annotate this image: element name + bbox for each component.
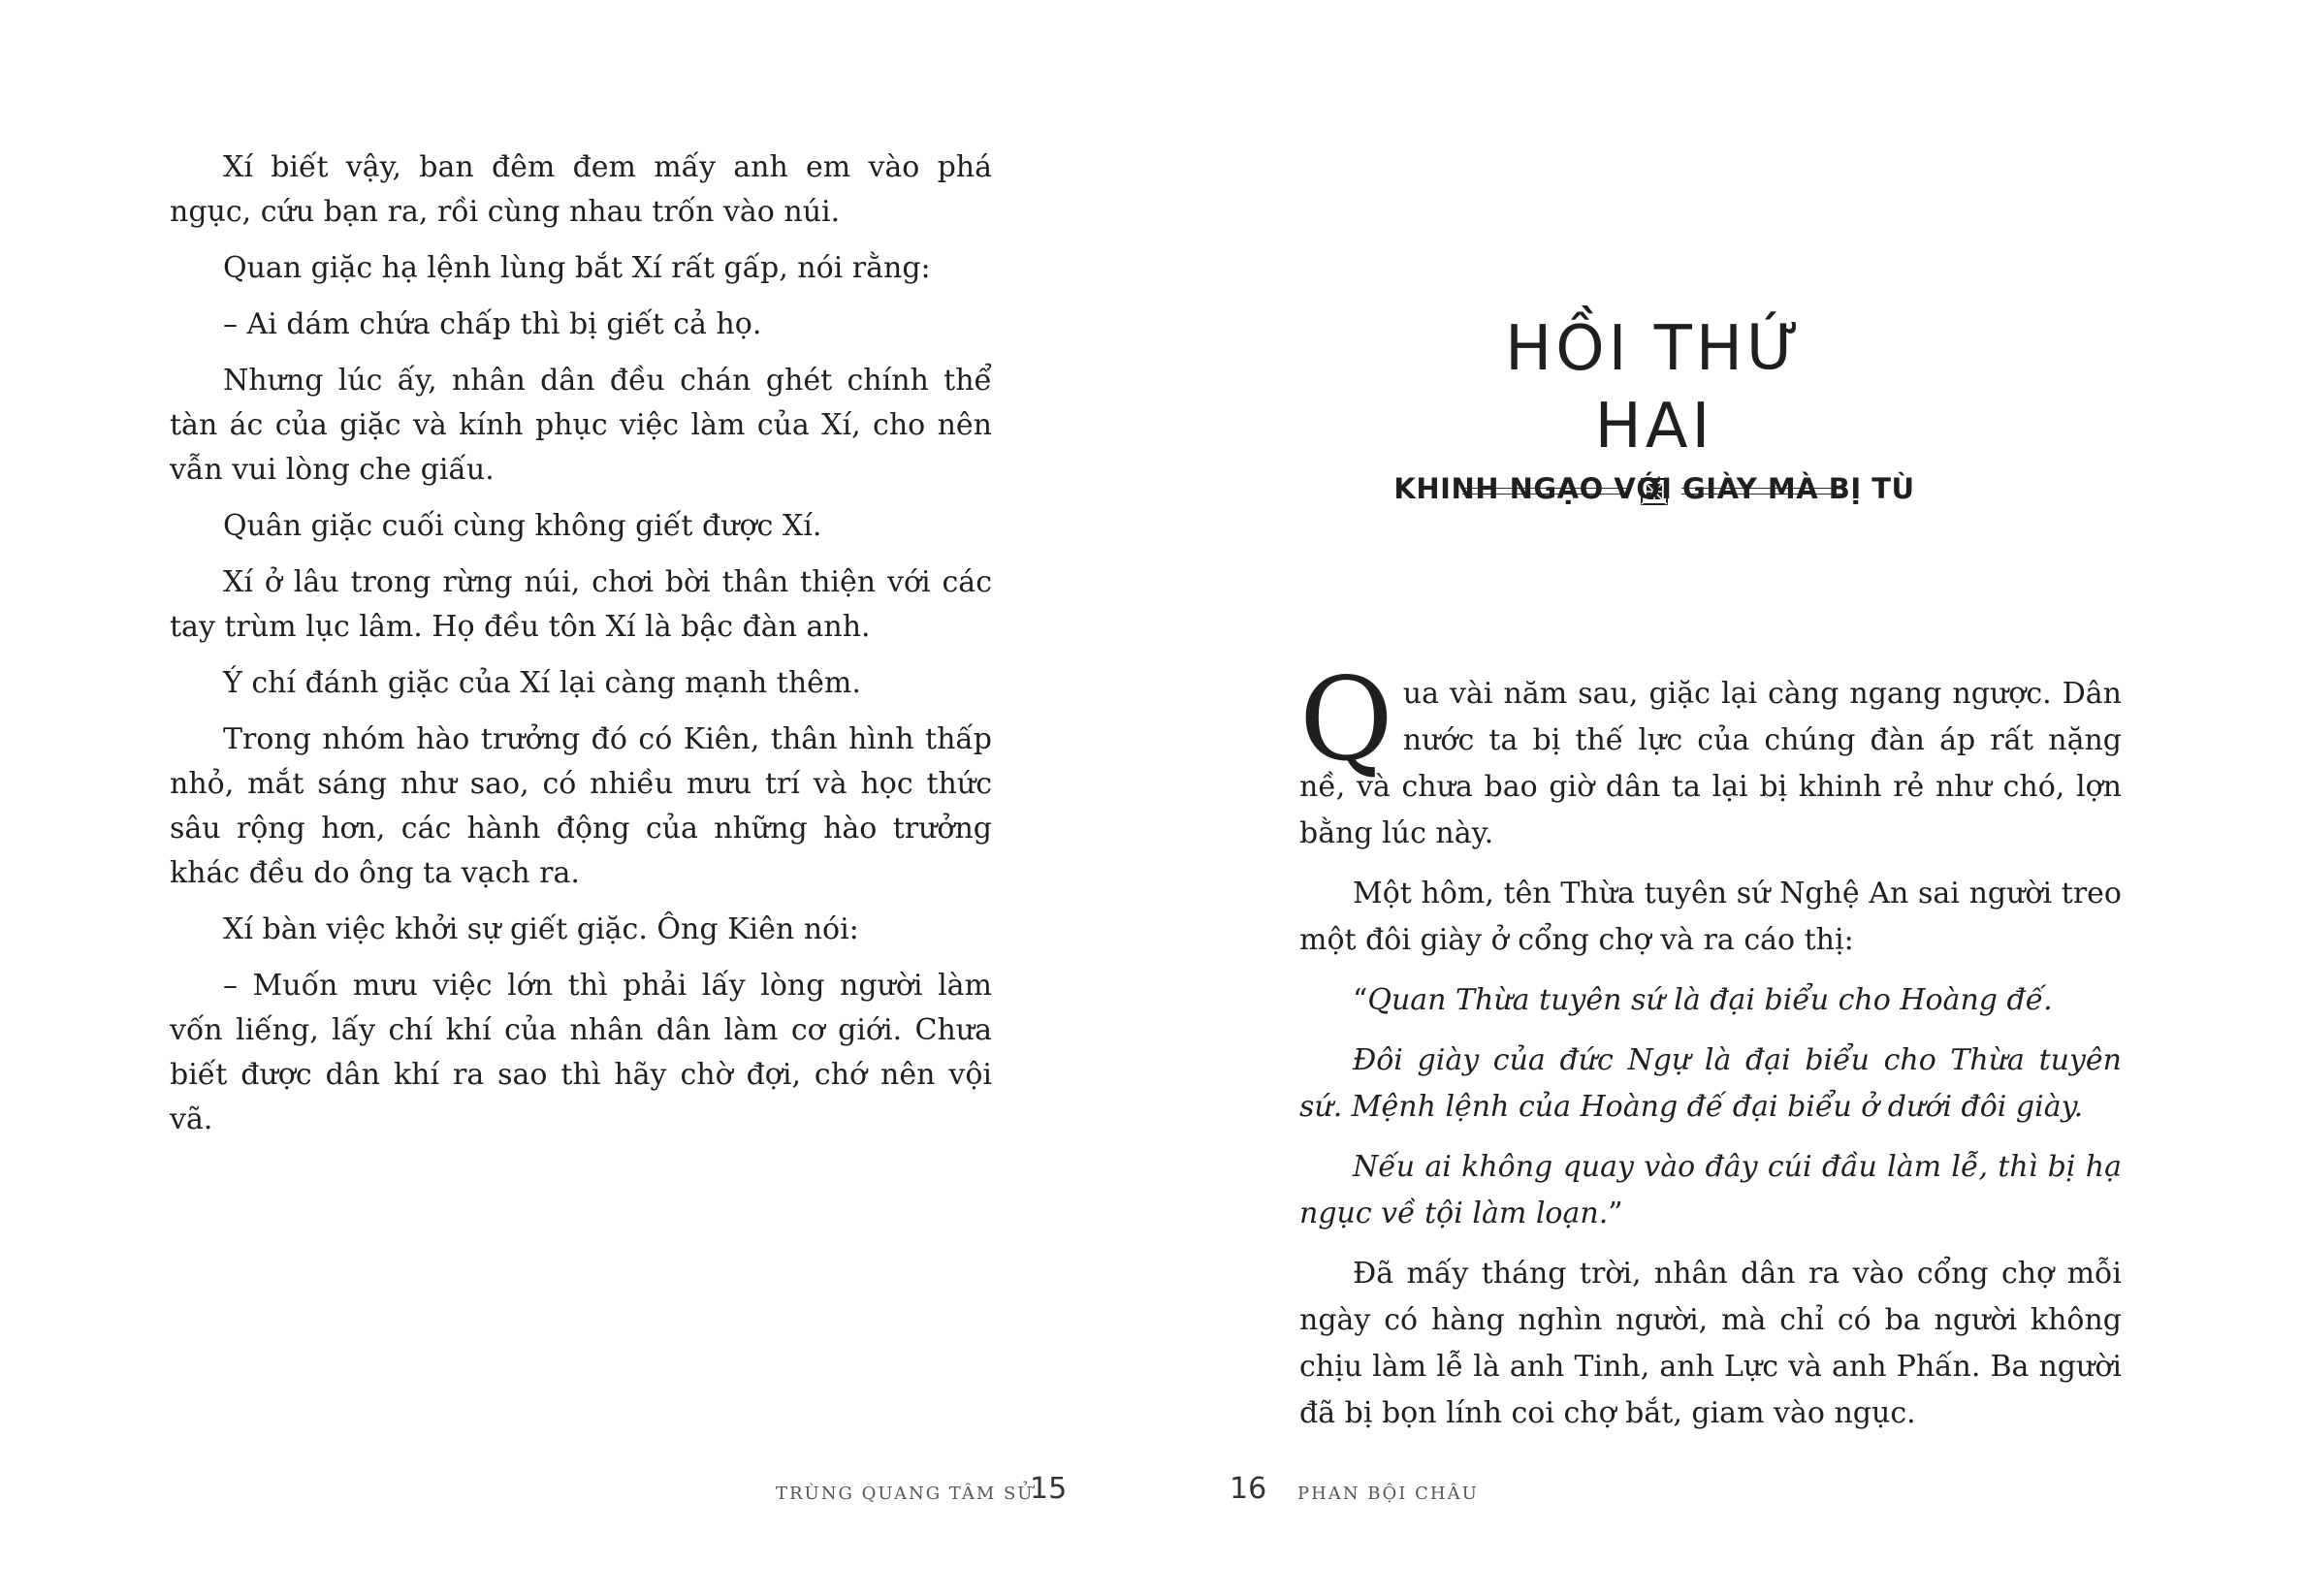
paragraph: Xí bàn việc khởi sự giết giặc. Ông Kiên nói:	[223, 912, 859, 946]
right-page-body	[1299, 653, 2122, 1451]
quote-line-text: Nếu ai không quay vào đây cúi đầu làm lễ, thì bị hạ ngục về tội làm loạn.	[1299, 1150, 2122, 1230]
quote-line	[1299, 1144, 2122, 1237]
close-quote-mark: ”	[1608, 1197, 1623, 1230]
page-number-left: 15	[1030, 1472, 1068, 1506]
opening-paragraph-text: ua vài năm sau, giặc lại càng ngang ngược. Dân nước ta bị thế lực của chúng đàn áp rất nặng nề, và chưa bao giờ dân ta lại bị khinh rẻ như chó, lợn bằng lúc này.	[1299, 677, 2122, 850]
quote-line	[1299, 977, 2122, 1024]
paragraph: Một hôm, tên Thừa tuyên sứ Nghệ An sai người treo một đôi giày ở cổng chợ và ra cáo thị:	[1299, 877, 2122, 957]
page-number-right: 16	[1230, 1472, 1267, 1506]
chapter-subtitle: KHINH NGẠO VỚI GIÀY MÀ BỊ TÙ	[1393, 472, 1915, 505]
drop-cap: Q	[1299, 653, 1393, 786]
open-quote-mark: “	[1353, 983, 1368, 1017]
running-footer-book-title: TRÙNG QUANG TÂM SỬ	[776, 1484, 1035, 1504]
paragraph: Ý chí đánh giặc của Xí lại càng mạnh thêm.	[223, 666, 861, 700]
running-footer-author: PHAN BỘI CHÂU	[1297, 1484, 1479, 1504]
quote-line: Đôi giày của đức Ngự là đại biểu cho Thừa tuyên sứ. Mệnh lệnh của Hoàng đế đại biểu ở dưới đôi giày.	[1299, 1043, 2122, 1124]
left-page	[0, 0, 1151, 1596]
paragraph: – Ai dám chứa chấp thì bị giết cả họ.	[223, 307, 762, 341]
paragraph: Quân giặc cuối cùng không giết được Xí.	[223, 509, 822, 543]
chapter-title: HỒI THỨ HAI	[1505, 313, 1804, 463]
paragraph: Xí ở lâu trong rừng núi, chơi bời thân thiện với các tay trùm lục lâm. Họ đều tôn Xí là bậc đàn anh.	[170, 565, 992, 644]
left-page-body	[170, 145, 992, 1154]
opening-paragraph	[1299, 653, 2122, 857]
paragraph: Trong nhóm hào trưởng đó có Kiên, thân hình thấp nhỏ, mắt sáng như sao, có nhiều mưu trí và học thức sâu rộng hơn, các hành động của những hào trưởng khác đều do ông ta vạch ra.	[170, 722, 992, 890]
paragraph: – Muốn mưu việc lớn thì phải lấy lòng người làm vốn liếng, lấy chí khí của nhân dân làm cơ giới. Chưa biết được dân khí ra sao thì hãy chờ đợi, chớ nên vội vã.	[170, 969, 992, 1136]
paragraph: Quan giặc hạ lệnh lùng bắt Xí rất gấp, nói rằng:	[223, 251, 931, 285]
quote-line-text: Quan Thừa tuyên sứ là đại biểu cho Hoàng đế.	[1367, 983, 2053, 1017]
paragraph: Đã mấy tháng trời, nhân dân ra vào cổng chợ mỗi ngày có hàng nghìn người, mà chỉ có ba người không chịu làm lễ là anh Tinh, anh Lực và anh Phấn. Ba người đã bị bọn lính coi chợ bắt, giam vào ngục.	[1299, 1257, 2122, 1430]
right-page	[1152, 0, 2303, 1596]
paragraph: Xí biết vậy, ban đêm đem mấy anh em vào phá ngục, cứu bạn ra, rồi cùng nhau trốn vào núi.	[170, 150, 992, 229]
paragraph: Nhưng lúc ấy, nhân dân đều chán ghét chính thể tàn ác của giặc và kính phục việc làm của Xí, cho nên vẫn vui lòng che giấu.	[170, 364, 992, 487]
